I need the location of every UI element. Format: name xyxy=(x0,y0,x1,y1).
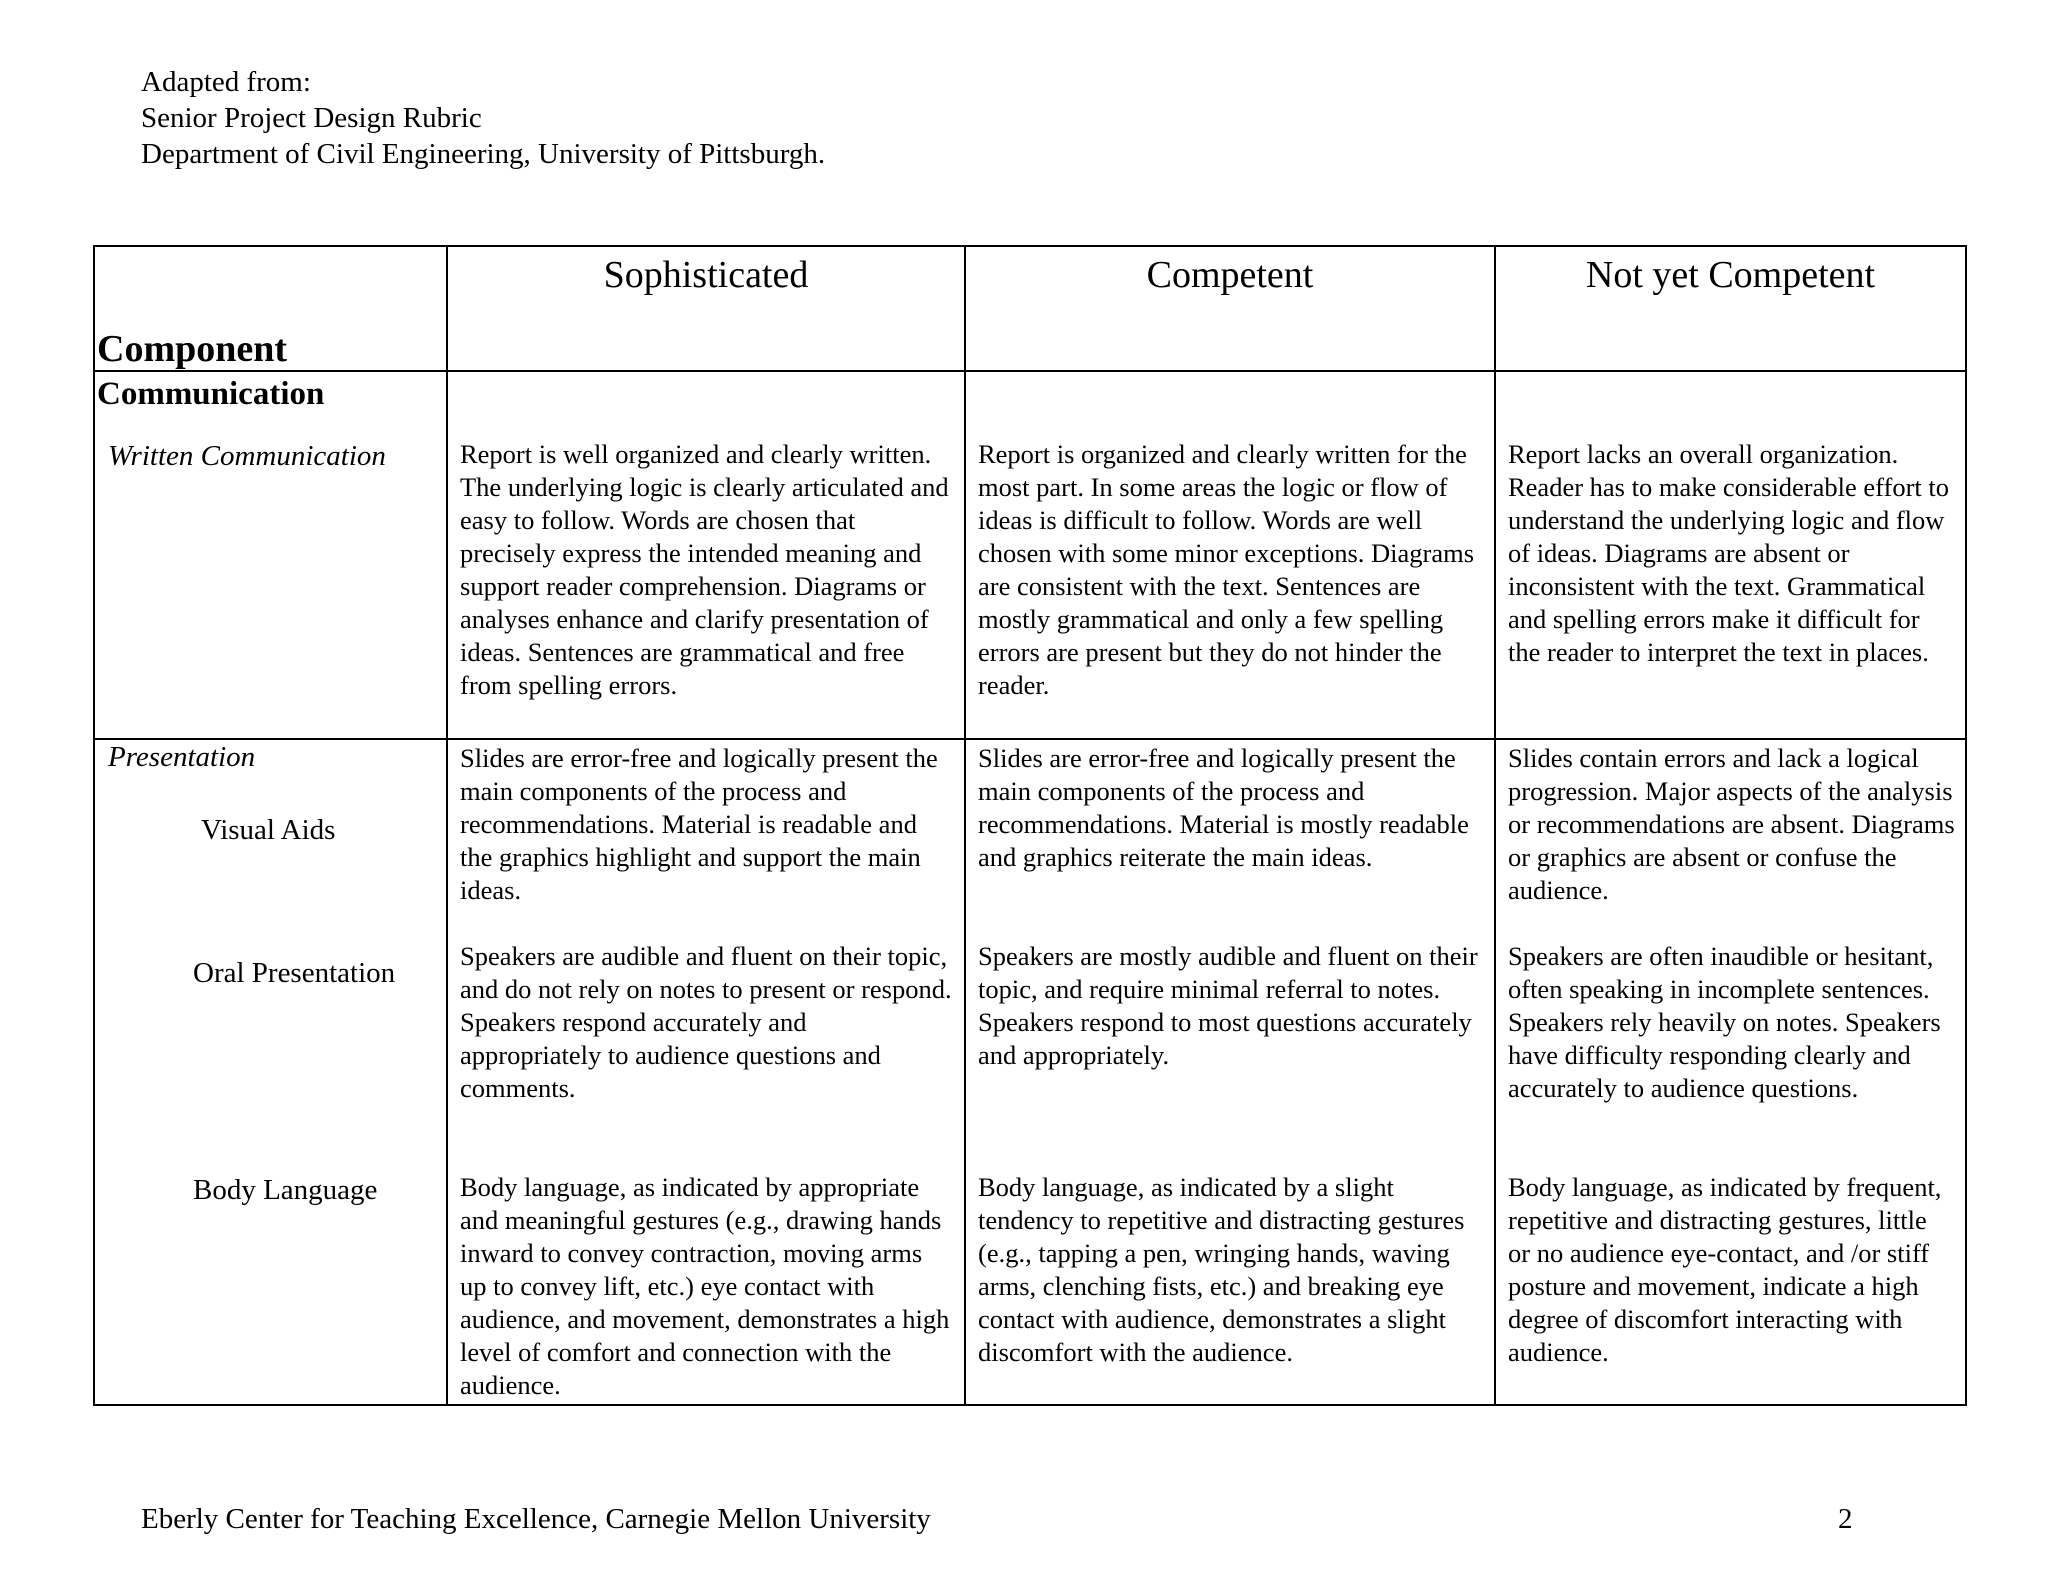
section-communication: Communication xyxy=(97,376,325,412)
written-sophisticated-text: Report is well organized and clearly written. The underlying logic is clearly articulated and easy to follow. Words are chosen that precisely express the intended meaning and support reader comprehension. Diagrams or analyses enhance and clarify presentation of ideas. Sentences are grammatical and free from spelling errors. xyxy=(460,439,949,700)
written-competent-cell xyxy=(965,371,1495,739)
written-sophisticated-cell xyxy=(447,371,965,739)
row-written-communication xyxy=(94,371,1966,739)
written-not-yet-text: Report lacks an overall organization. Reader has to make considerable effort to understand the underlying logic and flow of ideas. Diagrams are absent or inconsistent with the text. Grammatical and spelling errors make it difficult for the reader to interpret the text in places. xyxy=(1508,439,1950,667)
label-visual-aids: Visual Aids xyxy=(201,814,336,846)
label-presentation: Presentation xyxy=(108,741,256,773)
footer-credit: Eberly Center for Teaching Excellence, Carnegie Mellon University xyxy=(141,1503,931,1535)
page-number: 2 xyxy=(1838,1503,1853,1535)
label-written-communication: Written Communication xyxy=(108,440,386,472)
header-competent: Competent xyxy=(965,246,1495,371)
written-competent-text: Report is organized and clearly written for the most part. In some areas the logic or flow of ideas is difficult to follow. Words are well chosen with some minor exceptions. Diagrams are consistent with the text. Sentences are mostly grammatical and only a few spelling errors are present but they do not hinder the reader. xyxy=(978,439,1475,700)
written-component-cell xyxy=(94,371,447,739)
rubric-header-row xyxy=(94,246,1966,371)
row-presentation xyxy=(94,739,1966,1405)
oral-not-yet-text: Speakers are often inaudible or hesitant, often speaking in incomplete sentences. Speakers rely heavily on notes. Speakers have difficulty responding clearly and accurately to audience questions. xyxy=(1508,941,1941,1103)
body-competent-text: Body language, as indicated by a slight tendency to repetitive and distracting gestures (e.g., tapping a pen, wringing hands, waving arms, clenching fists, etc.) and breaking eye contact with audience, demonstrates a slight discomfort with the audience. xyxy=(978,1172,1465,1367)
presentation-component-cell xyxy=(94,739,447,1405)
label-body-language: Body Language xyxy=(193,1174,378,1206)
body-not-yet-text: Body language, as indicated by frequent, repetitive and distracting gestures, little or no audience eye-contact, and /or stiff posture and movement, indicate a high degree of discomfort interacting with audience. xyxy=(1508,1172,1942,1367)
header-component: Component xyxy=(94,246,447,371)
oral-competent-text: Speakers are mostly audible and fluent on their topic, and require minimal referral to notes. Speakers respond to most questions accurately and appropriately. xyxy=(978,941,1478,1070)
document-header xyxy=(141,64,825,172)
presentation-competent-cell xyxy=(965,739,1495,1405)
label-oral-presentation: Oral Presentation xyxy=(193,957,396,989)
header-not-yet-competent: Not yet Competent xyxy=(1495,246,1966,371)
visual-competent-text: Slides are error-free and logically present the main components of the process and recommendations. Material is mostly readable and graphics reiterate the main ideas. xyxy=(978,743,1469,872)
presentation-not-yet-cell xyxy=(1495,739,1966,1405)
presentation-sophisticated-cell xyxy=(447,739,965,1405)
rubric-table xyxy=(93,245,1967,1406)
body-sophisticated-text: Body language, as indicated by appropriate and meaningful gestures (e.g., drawing hands inward to convey contraction, moving arms up to convey lift, etc.) eye contact with audience, and movement, demonstrates a high level of comfort and connection with the audience. xyxy=(460,1172,950,1400)
header-line-department: Department of Civil Engineering, University of Pittsburgh. xyxy=(141,138,826,170)
header-line-adapted: Adapted from: xyxy=(141,66,311,98)
header-sophisticated: Sophisticated xyxy=(447,246,965,371)
written-not-yet-cell xyxy=(1495,371,1966,739)
oral-sophisticated-text: Speakers are audible and fluent on their topic, and do not rely on notes to present or respond. Speakers respond accurately and appropriately to audience questions and comments. xyxy=(460,941,952,1103)
visual-sophisticated-text: Slides are error-free and logically present the main components of the process and recommendations. Material is readable and the graphics highlight and support the main ideas. xyxy=(460,743,938,905)
header-line-rubric: Senior Project Design Rubric xyxy=(141,102,482,134)
visual-not-yet-text: Slides contain errors and lack a logical progression. Major aspects of the analysis or recommendations are absent. Diagrams or graphics are absent or confuse the audience. xyxy=(1508,743,1955,905)
